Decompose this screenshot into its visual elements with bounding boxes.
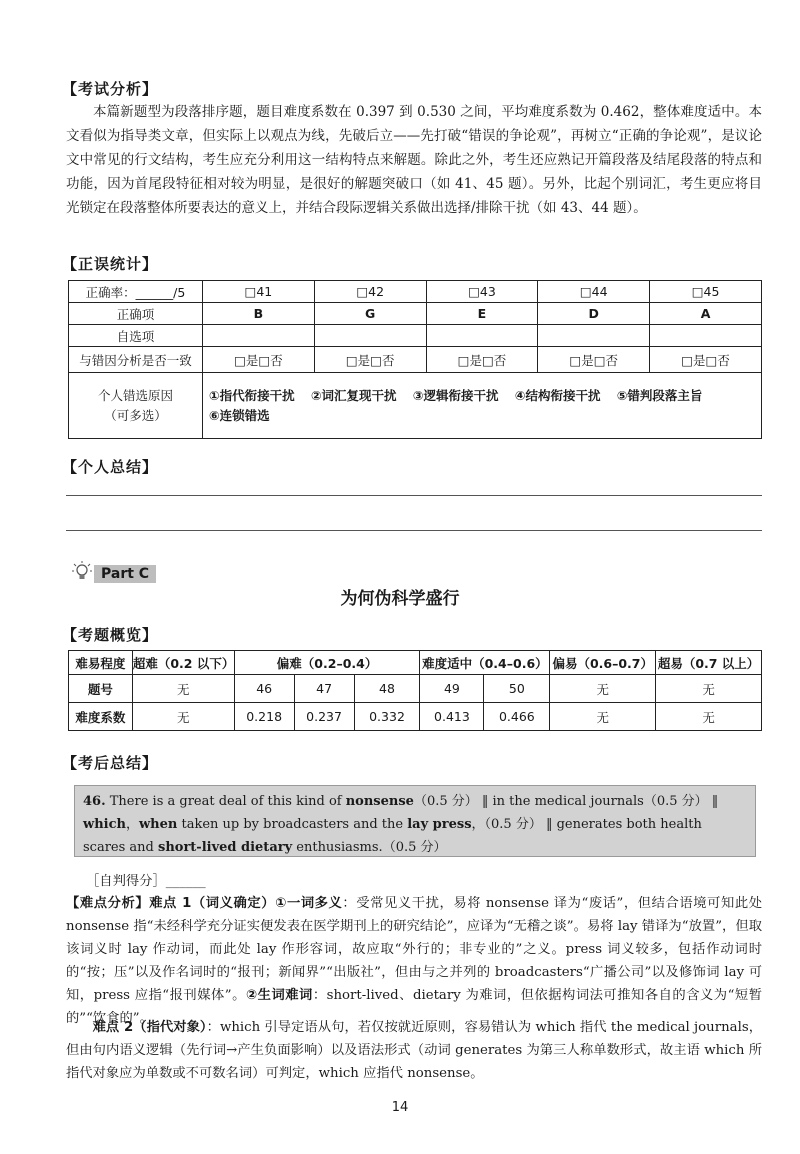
point1-sub1: ①一词多义 bbox=[275, 896, 343, 911]
consistent-label: 与错因分析是否一致 bbox=[69, 347, 203, 373]
coef-label: 难度系数 bbox=[69, 703, 133, 731]
coef-cell: 0.332 bbox=[354, 703, 420, 731]
self-42[interactable] bbox=[314, 325, 426, 347]
coef-cell: 无 bbox=[656, 703, 762, 731]
post-heading: 【考后总结】 bbox=[62, 754, 159, 772]
coef-cell: 0.218 bbox=[234, 703, 294, 731]
self-label: 自选项 bbox=[69, 325, 203, 347]
self-43[interactable] bbox=[426, 325, 538, 347]
overview-coef-row bbox=[69, 703, 762, 731]
q46-number: 46. bbox=[83, 794, 106, 809]
reason-option[interactable]: ②词汇复现干扰 bbox=[310, 387, 397, 403]
correct-42: G bbox=[314, 303, 426, 325]
q46-keyword: nonsense bbox=[345, 794, 414, 809]
reason-options bbox=[203, 373, 762, 439]
self-45[interactable] bbox=[650, 325, 762, 347]
reason-option[interactable]: ④结构衔接干扰 bbox=[514, 387, 601, 403]
stats-row-correct bbox=[69, 303, 762, 325]
overview-header: 超易（0.7 以上） bbox=[656, 651, 762, 675]
number-cell: 无 bbox=[550, 675, 656, 703]
self-44[interactable] bbox=[538, 325, 650, 347]
number-cell: 47 bbox=[294, 675, 354, 703]
point1-sub2: ②生词难词 bbox=[245, 988, 313, 1003]
correct-45: A bbox=[650, 303, 762, 325]
q46-text: There is a great deal of this kind of bbox=[105, 794, 346, 809]
stats-row-self bbox=[69, 325, 762, 347]
point2-text: ：which 引导定语从句，若仅按就近原则，容易错认为 which 指代 the medical journals，但由句内语义逻辑（先行词→产生负面影响）以及语法形式（动词 generates 为第三人称单数形式，故主语 which 所指代对象应为单数或不可数名词）可判定，which 应指代 nonsense。 bbox=[66, 1020, 762, 1081]
reason-option[interactable]: ⑤错判段落主旨 bbox=[616, 387, 703, 403]
analysis-paragraph-1 bbox=[66, 892, 762, 1030]
consistent-42[interactable]: □是□否 bbox=[314, 347, 426, 373]
point1-label: 难点 1（词义确定） bbox=[149, 896, 276, 911]
q45-cell[interactable]: □45 bbox=[650, 281, 762, 303]
analysis-label: 【难点分析】 bbox=[66, 896, 150, 911]
stats-row-consistent bbox=[69, 347, 762, 373]
lightbulb-icon bbox=[72, 561, 92, 583]
q43-cell[interactable]: □43 bbox=[426, 281, 538, 303]
consistent-44[interactable]: □是□否 bbox=[538, 347, 650, 373]
q46-text: taken up by broadcasters and the bbox=[177, 817, 408, 832]
consistent-45[interactable]: □是□否 bbox=[650, 347, 762, 373]
point2-label: 难点 2（指代对象） bbox=[92, 1020, 207, 1035]
summary-line[interactable] bbox=[66, 530, 762, 531]
overview-header: 难度适中（0.4–0.6） bbox=[420, 651, 550, 675]
question-46-box bbox=[74, 785, 756, 857]
q46-text: （0.5 分） ‖ in the medical journals（0.5 分） ‖ bbox=[413, 794, 719, 809]
q41-cell[interactable]: □41 bbox=[203, 281, 315, 303]
number-cell: 46 bbox=[234, 675, 294, 703]
overview-header: 偏难（0.2–0.4） bbox=[234, 651, 420, 675]
coef-cell: 无 bbox=[132, 703, 234, 731]
coef-cell: 0.413 bbox=[420, 703, 484, 731]
number-cell: 49 bbox=[420, 675, 484, 703]
part-c-label: Part C bbox=[94, 565, 156, 583]
consistent-43[interactable]: □是□否 bbox=[426, 347, 538, 373]
reason-label-line2: （可多选） bbox=[104, 407, 167, 423]
self-41[interactable] bbox=[203, 325, 315, 347]
overview-header-row bbox=[69, 651, 762, 675]
reason-label-line1: 个人错选原因 bbox=[97, 387, 173, 403]
accuracy-cell[interactable]: 正确率：______/5 bbox=[69, 281, 203, 303]
point1-text2: ：short-lived、dietary 为难词，但依据构词法可推知各自的含义为“短暂的”“饮食的”。 bbox=[66, 988, 762, 1026]
number-cell: 50 bbox=[484, 675, 550, 703]
q42-cell[interactable]: □42 bbox=[314, 281, 426, 303]
summary-line[interactable] bbox=[66, 495, 762, 496]
stats-row-reason bbox=[69, 373, 762, 439]
number-cell: 无 bbox=[656, 675, 762, 703]
correct-41: B bbox=[203, 303, 315, 325]
coef-cell: 无 bbox=[550, 703, 656, 731]
overview-table bbox=[68, 650, 762, 731]
reason-label bbox=[69, 373, 203, 439]
correct-44: D bbox=[538, 303, 650, 325]
stats-table bbox=[68, 280, 762, 439]
coef-cell: 0.466 bbox=[484, 703, 550, 731]
page-number: 14 bbox=[391, 1100, 409, 1115]
overview-header: 超难（0.2 以下） bbox=[132, 651, 234, 675]
reason-option[interactable]: ③逻辑衔接干扰 bbox=[412, 387, 499, 403]
overview-heading: 【考题概览】 bbox=[62, 626, 159, 644]
q46-keyword: which bbox=[83, 817, 126, 832]
number-cell: 无 bbox=[132, 675, 234, 703]
reason-option[interactable]: ①指代衔接干扰 bbox=[209, 387, 295, 403]
stats-row-header bbox=[69, 281, 762, 303]
q46-keyword: short-lived dietary bbox=[158, 840, 293, 855]
q46-keyword: lay press bbox=[407, 817, 472, 832]
q46-text: enthusiasms.（0.5 分） bbox=[292, 840, 447, 855]
overview-header: 偏易（0.6–0.7） bbox=[550, 651, 656, 675]
q46-keyword: when bbox=[138, 817, 178, 832]
number-cell: 48 bbox=[354, 675, 420, 703]
correct-43: E bbox=[426, 303, 538, 325]
point1-text1: ：受常见义干扰，易将 nonsense 译为“废话”，但结合语境可知此处 nonsense 指“未经科学充分证实便发表在医学期刊上的研究结论”，应译为“无稽之谈”。易将 lay 错译为“放置”，但取该词义时 lay 作动词，而此处 lay 作形容词，故应取“外行的；非专业的”之义。press 词义较多，包括作动词时的“按；压”以及作名词时的“报刊；新闻界”“出版社”，但由与之并列的 broadcasters“广播公司”以及修饰词 lay 可知，press 应指“报刊媒体”。 bbox=[66, 896, 762, 1003]
exam-analysis-heading: 【考试分析】 bbox=[62, 80, 159, 98]
q46-text: ， bbox=[125, 817, 139, 832]
overview-number-row bbox=[69, 675, 762, 703]
q46-text: ，（0.5 分） ‖ generates both health scares and bbox=[83, 817, 702, 855]
part-c-title: 为何伪科学盛行 bbox=[340, 589, 460, 609]
self-score[interactable]: ［自判得分］______ bbox=[86, 874, 206, 889]
analysis-paragraph-2 bbox=[66, 1016, 762, 1085]
number-label: 题号 bbox=[69, 675, 133, 703]
overview-header: 难易程度 bbox=[69, 651, 133, 675]
exam-analysis-paragraph: 本篇新题型为段落排序题，题目难度系数在 0.397 到 0.530 之间，平均难度系数为 0.462，整体难度适中。本文看似为指导类文章，但实际上以观点为线，先破后立——先打破“错误的争论观”，再树立“正确的争论观”，是议论文中常见的行文结构，考生应充分利用这一结构特点来解题。除此之外，考生还应熟记开篇段落及结尾段落的特点和功能，因为首尾段特征相对较为明显，是很好的解题突破口（如 41、45 题）。另外，比起个别词汇，考生更应将目光锁定在段落整体所要表达的意义上，并结合段际逻辑关系做出选择/排除干扰（如 43、44 题）。 bbox=[66, 104, 762, 216]
q44-cell[interactable]: □44 bbox=[538, 281, 650, 303]
stats-heading: 【正误统计】 bbox=[62, 255, 159, 273]
coef-cell: 0.237 bbox=[294, 703, 354, 731]
reason-option[interactable]: ⑥连锁错选 bbox=[209, 407, 270, 423]
summary-heading: 【个人总结】 bbox=[62, 458, 159, 476]
consistent-41[interactable]: □是□否 bbox=[203, 347, 315, 373]
correct-label: 正确项 bbox=[69, 303, 203, 325]
